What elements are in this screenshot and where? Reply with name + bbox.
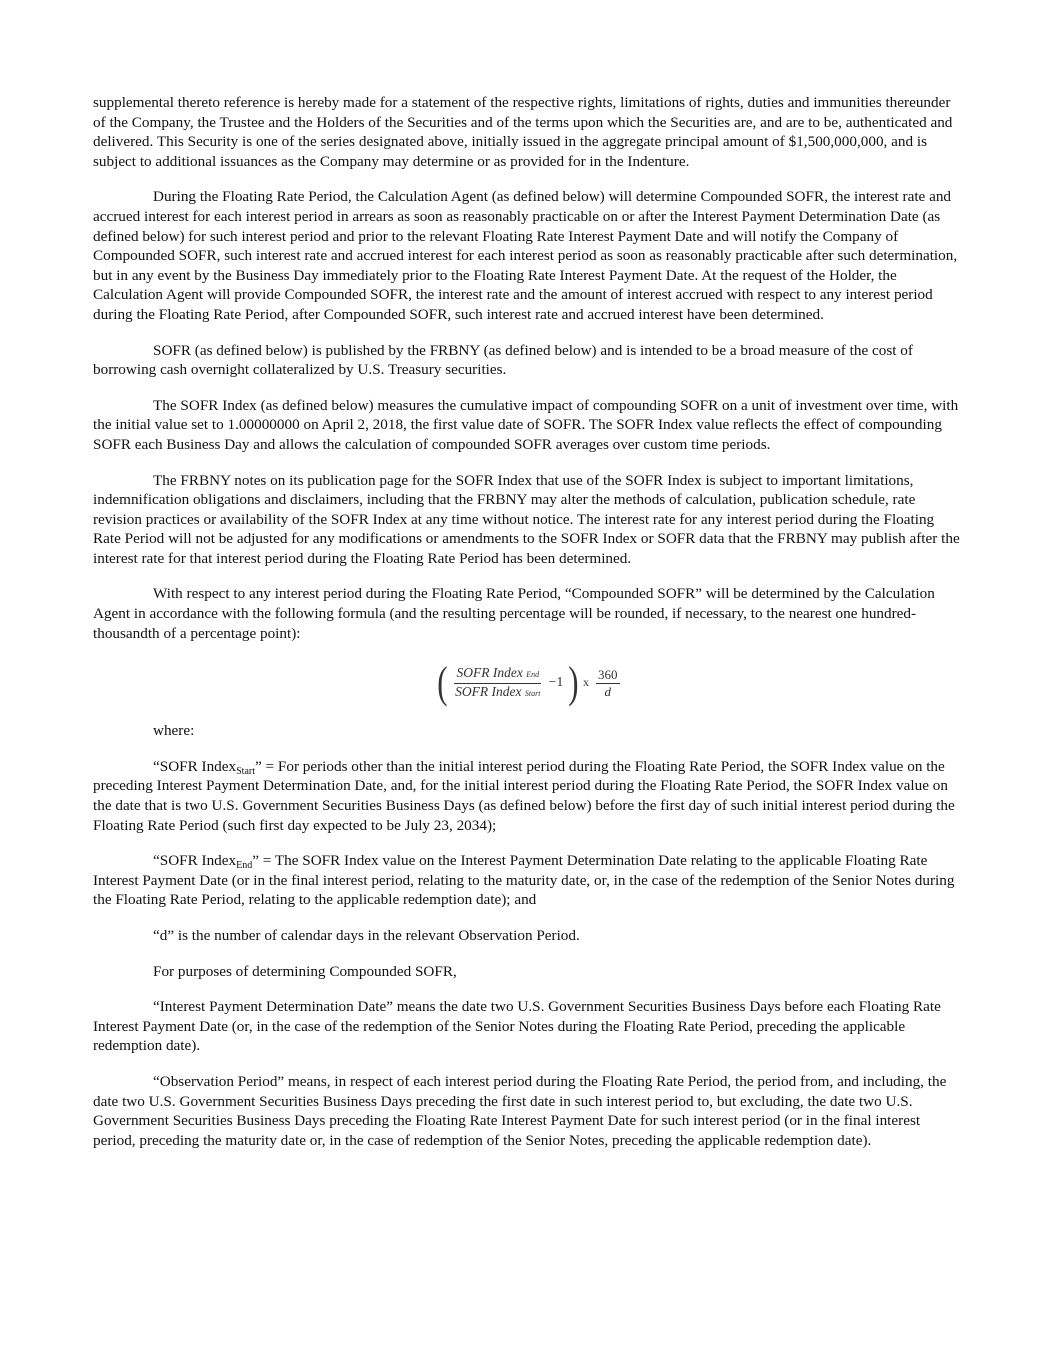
paragraph-intro: supplemental thereto reference is hereby made for a statement of the respective rights, limitations of rights, duties and immunities thereunder of the Company, the Trustee and the Holders of the Securities and of the terms upon which the Securities are, and are to be, authenticated and delivered. This Security is one of the series designated above, initially issued in the aggregate principal amount of $1,500,000,000, and is subject to additional issuances as the Company may determine or as provided for in the Indenture. (93, 94, 953, 170)
formula-numerator-text: SOFR Index (456, 664, 523, 680)
paragraph-calculation-agent: During the Floating Rate Period, the Calculation Agent (as defined below) will determine Compounded SOFR, the interest rate and accrued interest for each interest period in arrears as soon as reasonably practicable on or after the Interest Payment Determination Date (as defined below) for such interest period and prior to the relevant Floating Rate Interest Payment Date and will notify the Company of Compounded SOFR, such interest rate and accrued interest for each interest period as soon as reasonably practicable after such determination, but in any event by the Business Day immediately prior to the Floating Rate Interest Payment Date. At the request of the Holder, the Calculation Agent will provide Compounded SOFR, the interest rate and the amount of interest accrued with respect to any interest period during the Floating Rate Period, after Compounded SOFR, such interest rate and accrued interest have been determined. (93, 188, 958, 323)
formula-denominator-text: SOFR Index (455, 683, 522, 699)
compounded-sofr-formula (93, 659, 965, 707)
formula-numerator (454, 665, 541, 684)
formula-day-count-denominator: d (604, 683, 611, 699)
definition-end-sub: End (236, 860, 253, 872)
formula-close-paren: ) (568, 658, 579, 708)
formula-denominator-sub: Start (524, 688, 541, 698)
paragraph-purposes: For purposes of determining Compounded SOFR, (153, 962, 457, 980)
formula-numerator-sub: End (526, 669, 540, 679)
formula-index-ratio (453, 665, 542, 702)
formula-day-count-numerator: 360 (598, 666, 618, 682)
paragraph-sofr-index: The SOFR Index (as defined below) measures the cumulative impact of compounding SOFR on a unit of investment over time, with the initial value set to 1.00000000 on April 2, 2018, the first value date of SOFR. The SOFR Index value reflects the effect of compounding SOFR each Business Day and allows the calculation of compounded SOFR averages over custom time periods. (93, 396, 959, 453)
definition-sofr-index-end (93, 851, 965, 910)
paragraph-sofr: SOFR (as defined below) is published by the FRBNY (as defined below) and is intended to be a broad measure of the cost of borrowing cash overnight collateralized by U.S. Treasury securities. (93, 341, 913, 379)
definition-observation-period: “Observation Period” means, in respect of each interest period during the Floating Rate Period, the period from, and including, the date two U.S. Government Securities Business Days preceding the first date in such interest period to, but excluding, the date two U.S. Government Securities Business Days preceding the Floating Rate Interest Payment Date for such interest period (or in the final interest period, preceding the maturity date or, in the case of redemption of the Senior Notes, preceding the applicable redemption date). (93, 1072, 947, 1149)
definition-start-sub: Start (236, 765, 255, 777)
definition-d: “d” is the number of calendar days in the relevant Observation Period. (153, 927, 580, 944)
definition-end-lead: “SOFR Index (153, 852, 237, 870)
formula-day-count-fraction (596, 667, 620, 700)
definition-start-lead: “SOFR Index (153, 757, 237, 775)
document-page (93, 93, 965, 1166)
definition-end-text: ” = The SOFR Index value on the Interest Payment Determination Date relating to the applicable Floating Rate Interest Payment Date (or in the final interest period, relating to the maturity date, or, in the case of the redemption of the Senior Notes during the Floating Rate Period, relating to the applicable redemption date); and (93, 852, 955, 909)
paragraph-frbny-notes: The FRBNY notes on its publication page for the SOFR Index that use of the SOFR Index is subject to important limitations, indemnification obligations and disclaimers, including that the FRBNY may alter the methods of calculation, publication schedule, rate revision practices or availability of the SOFR Index at any time without notice. The interest rate for any interest period during the Floating Rate Period will not be adjusted for any modifications or amendments to the SOFR Index or SOFR data that the FRBNY may publish after the interest rate for that interest period during the Floating Rate Period has been determined. (93, 471, 960, 567)
formula-denominator (453, 684, 542, 702)
formula-times: x (583, 675, 589, 690)
definition-interest-payment-determination-date: “Interest Payment Determination Date” means the date two U.S. Government Securities Business Days before each Floating Rate Interest Payment Date (or, in the case of the redemption of the Senior Notes during the Floating Rate Period, preceding the applicable redemption date). (93, 998, 941, 1055)
definition-sofr-index-start (93, 757, 965, 835)
formula-minus-one: −1 (548, 675, 564, 691)
formula-open-paren: ( (437, 658, 448, 708)
definition-start-text: ” = For periods other than the initial interest period during the Floating Rate Period, the SOFR Index value on the preceding Interest Payment Determination Date, and, for the initial interest period during the Floating Rate Period, the SOFR Index value on the date that is two U.S. Government Securities Business Days (as defined below) before the first day of such initial interest period during the Floating Rate Period (such first day expected to be July 23, 2034); (93, 757, 955, 834)
paragraph-where: where: (153, 722, 195, 740)
paragraph-compounded-sofr: With respect to any interest period during the Floating Rate Period, “Compounded SOFR” will be determined by the Calculation Agent in accordance with the following formula (and the resulting percentage will be rounded, if necessary, to the nearest one hundred-thousandth of a percentage point): (93, 585, 935, 642)
formula-expression (435, 659, 622, 707)
